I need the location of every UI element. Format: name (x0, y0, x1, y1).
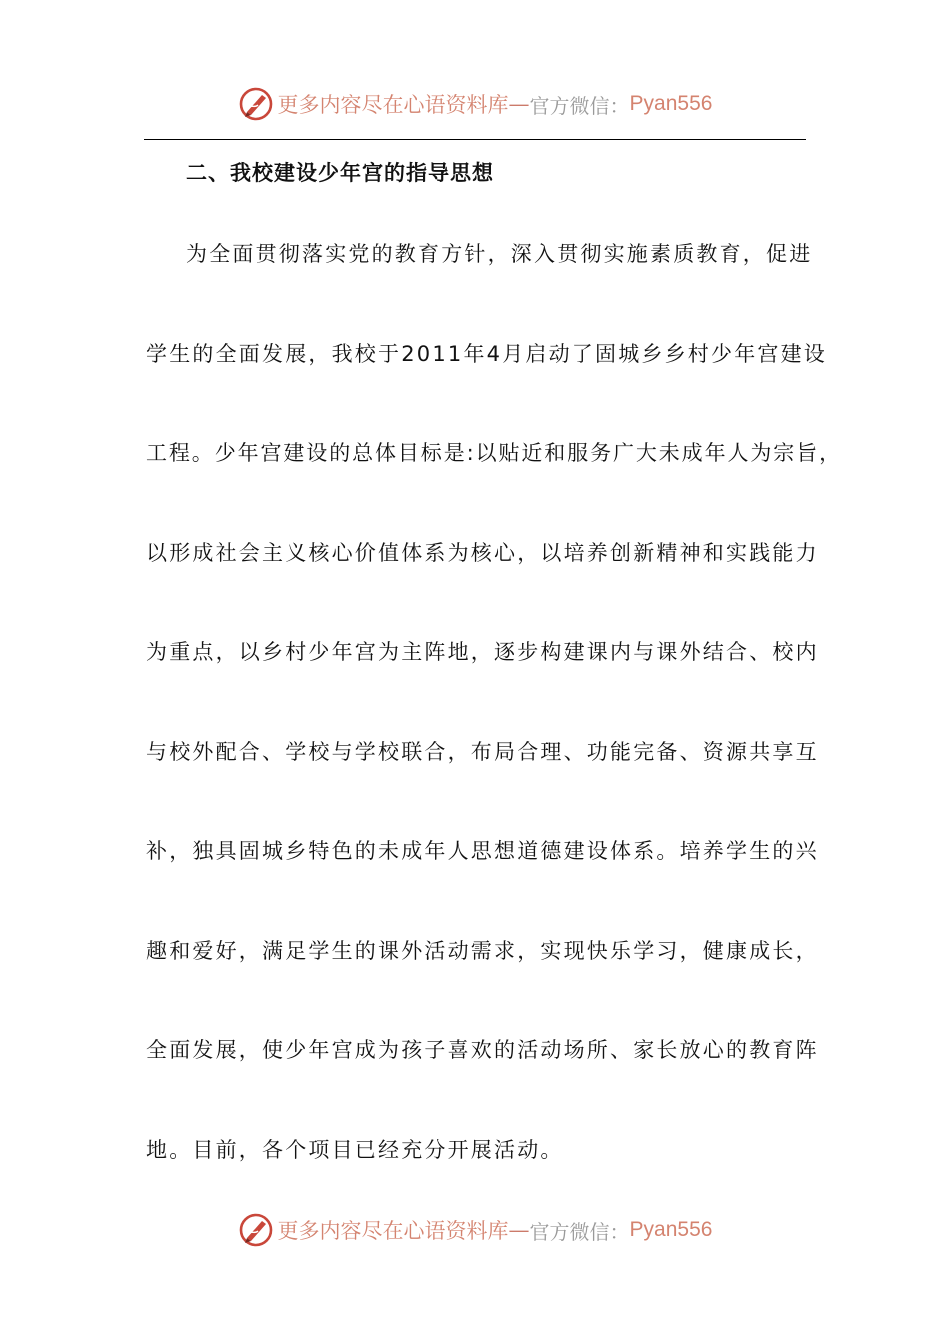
paragraph-line: 补，独具固城乡特色的未成年人思想道德建设体系。培养学生的兴 (146, 839, 819, 863)
footer-wechat-label: 官方微信： (529, 1219, 630, 1244)
footer-separator: — (508, 1218, 530, 1242)
header-separator: — (508, 92, 530, 116)
header-wechat-id: Pyan556 (629, 92, 713, 115)
paragraph-line: 地。目前，各个项目已经充分开展活动。 (146, 1138, 564, 1162)
paragraph-line: 以形成社会主义核心价值体系为核心，以培养创新精神和实践能力 (146, 541, 819, 565)
paragraph-line: 全面发展，使少年宫成为孩子喜欢的活动场所、家长放心的教育阵 (146, 1038, 819, 1062)
section-heading: 二、我校建设少年宫的指导思想 (186, 161, 494, 185)
header-divider (144, 139, 806, 140)
paragraph-line: 工程。少年宫建设的总体目标是:以贴近和服务广大未成年人为宗旨， (146, 441, 842, 465)
footer-site-text: 更多内容尽在心语资料库 (277, 1219, 509, 1243)
header-banner (0, 82, 950, 126)
paragraph-line: 为全面贯彻落实党的教育方针，深入贯彻实施素质教育，促进 (186, 242, 813, 266)
footer-wechat-id: Pyan556 (629, 1218, 713, 1241)
pen-logo-icon (238, 86, 274, 122)
paragraph-line: 趣和爱好，满足学生的课外活动需求，实现快乐学习，健康成长， (146, 939, 819, 963)
paragraph-line: 学生的全面发展，我校于2011年4月启动了固城乡乡村少年宫建设 (146, 342, 828, 366)
paragraph-line: 为重点，以乡村少年宫为主阵地，逐步构建课内与课外结合、校内 (146, 640, 819, 664)
pen-logo-icon (238, 1212, 274, 1248)
footer-banner (0, 1208, 950, 1252)
paragraph-line: 与校外配合、学校与学校联合，布局合理、功能完备、资源共享互 (146, 740, 819, 764)
header-site-text: 更多内容尽在心语资料库 (277, 93, 509, 117)
header-wechat-label: 官方微信： (529, 93, 630, 118)
